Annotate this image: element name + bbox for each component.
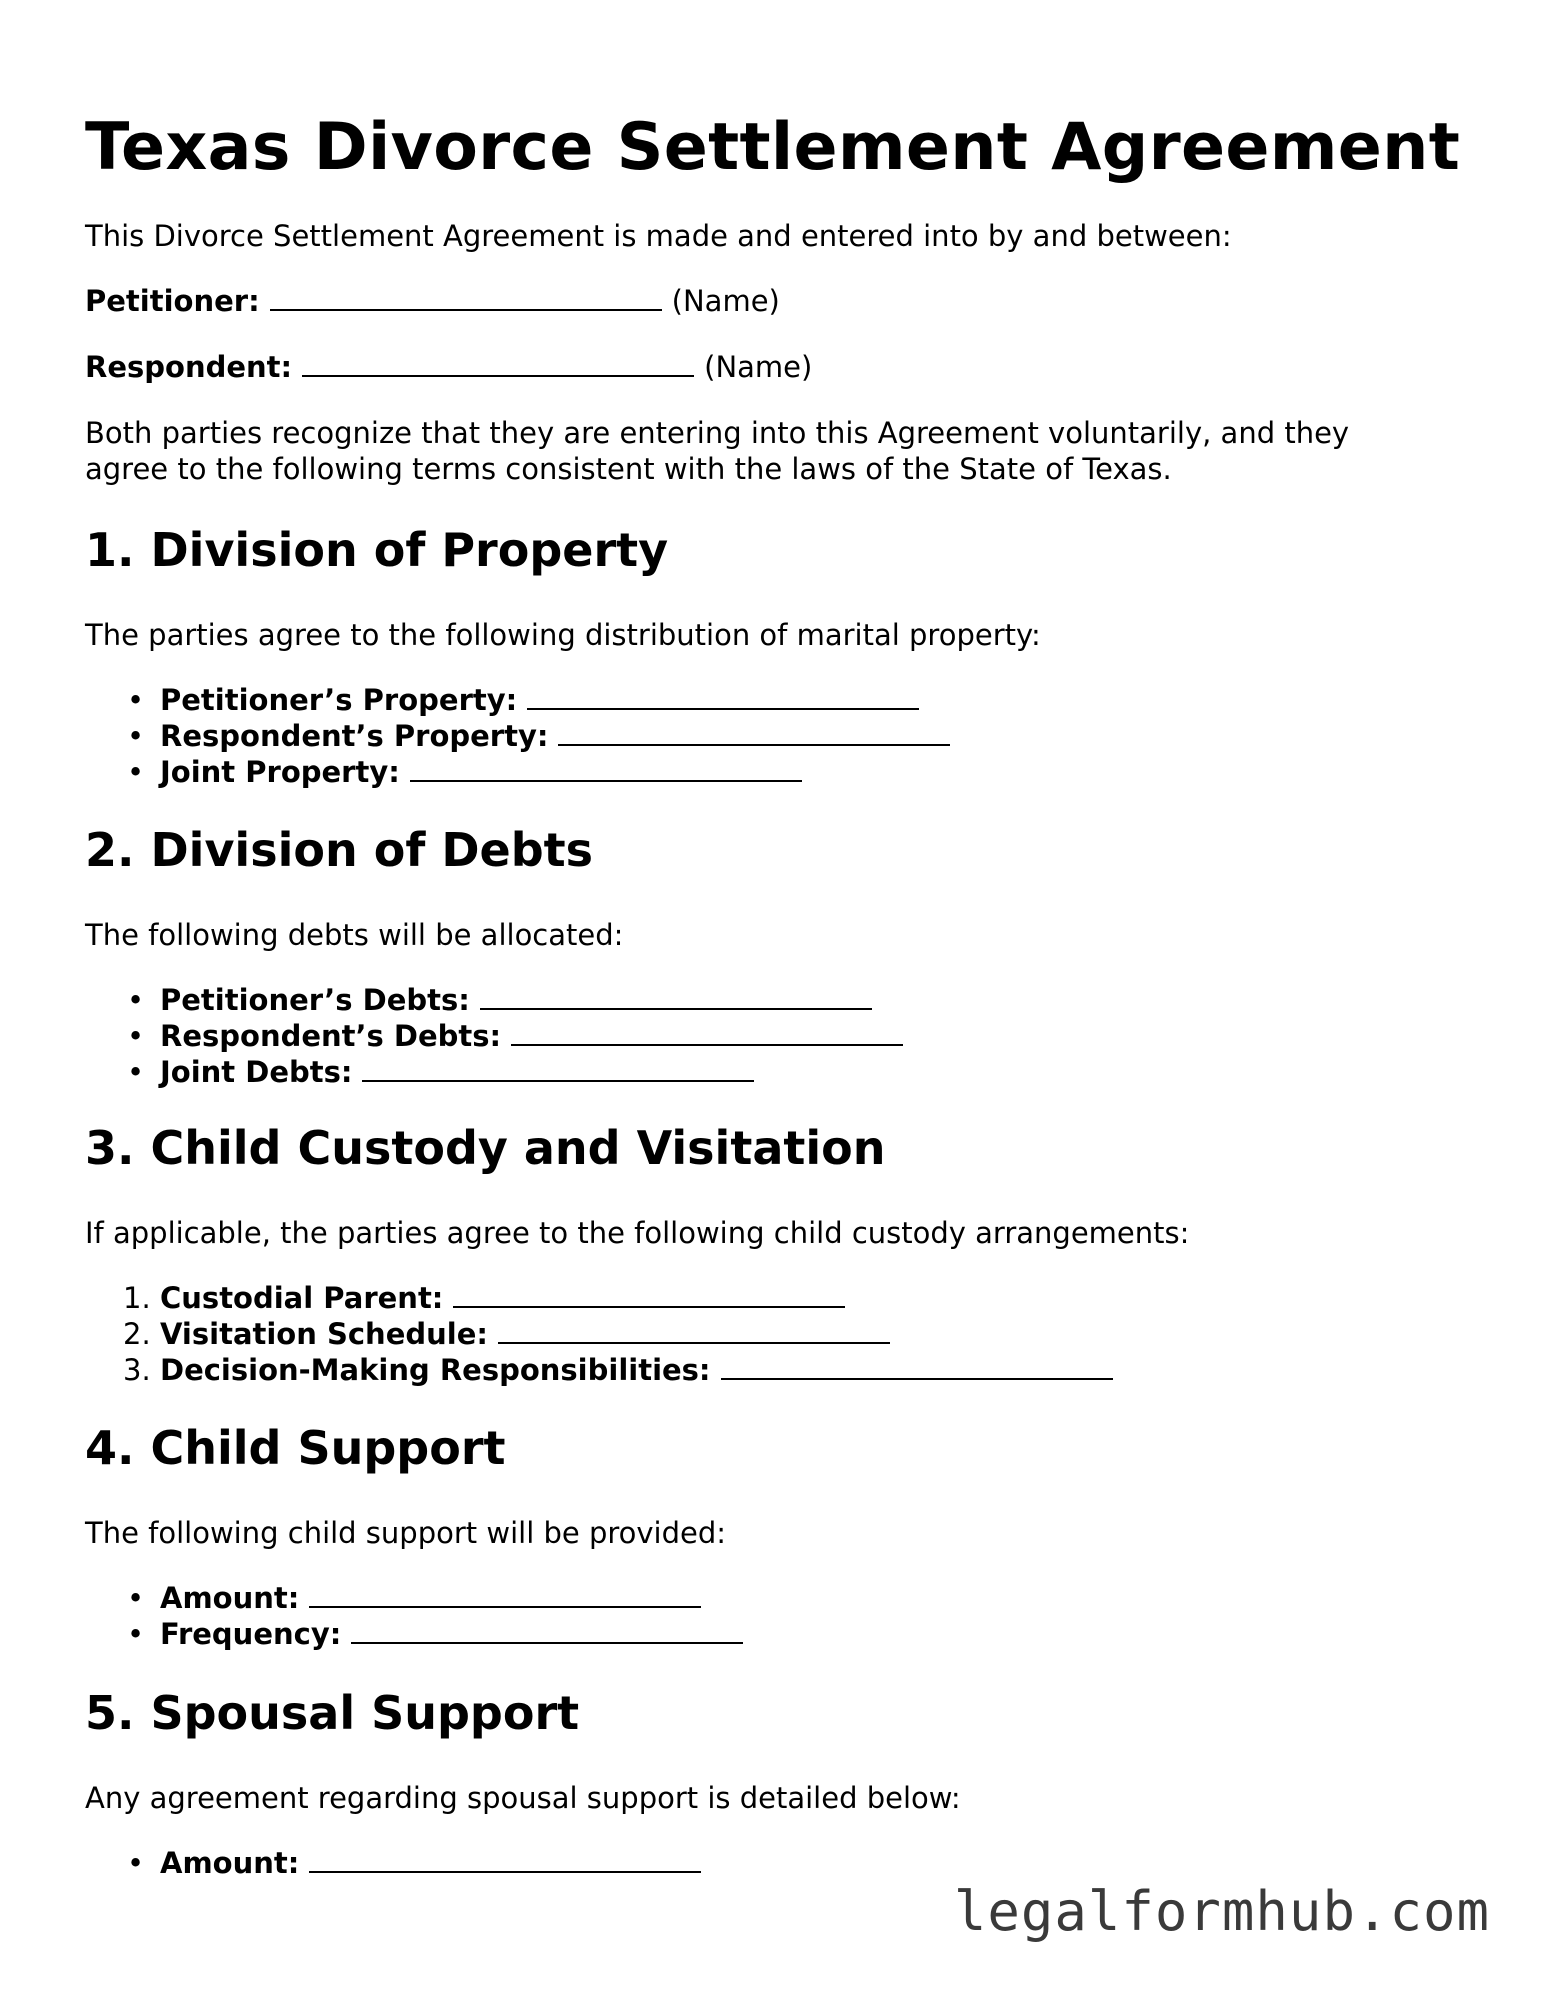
petitioner-debts-blank[interactable] (480, 982, 872, 1010)
petitioner-label: Petitioner: (85, 284, 260, 318)
item-label: Decision-Making Responsibilities: (160, 1353, 711, 1387)
item-label: Amount: (160, 1581, 300, 1615)
petitioner-name-hint: (Name) (671, 284, 780, 318)
child-support-list (85, 1580, 743, 1652)
petitioner-line (85, 283, 780, 319)
bullet-icon: • (127, 1581, 145, 1615)
list-item (85, 1580, 743, 1616)
bullet-icon: • (127, 1055, 145, 1089)
item-label: Visitation Schedule: (160, 1317, 488, 1351)
list-item (85, 1845, 701, 1881)
respondent-line (85, 349, 812, 385)
respondent-label: Respondent: (85, 350, 293, 384)
item-label: Petitioner’s Property: (160, 683, 518, 717)
list-item (85, 718, 950, 754)
recognition-line-1: Both parties recognize that they are entering into this Agreement voluntarily, and they (85, 416, 1350, 450)
visitation-schedule-blank[interactable] (498, 1316, 890, 1344)
petitioner-name-blank[interactable] (270, 283, 662, 311)
list-item (85, 1616, 743, 1652)
child-support-amount-blank[interactable] (309, 1580, 701, 1608)
petitioner-property-blank[interactable] (527, 682, 919, 710)
item-label: Respondent’s Property: (160, 719, 549, 753)
item-number: 3. (123, 1353, 151, 1387)
section-heading-property: 1. Division of Property (85, 523, 669, 577)
list-item (85, 1018, 903, 1054)
list-item (85, 1316, 1113, 1352)
item-label: Custodial Parent: (160, 1281, 444, 1315)
debts-list (85, 982, 903, 1090)
section-heading-child-support: 4. Child Support (85, 1421, 506, 1475)
section-text-custody: If applicable, the parties agree to the following child custody arrangements: (85, 1216, 1190, 1250)
watermark-text: legalformhub.com (953, 1880, 1490, 1943)
section-text-debts: The following debts will be allocated: (85, 918, 624, 952)
section-text-child-support: The following child support will be provided: (85, 1516, 727, 1550)
bullet-icon: • (127, 1846, 145, 1880)
item-label: Frequency: (160, 1617, 342, 1651)
document-title: Texas Divorce Settlement Agreement (85, 110, 1461, 185)
bullet-icon: • (127, 755, 145, 789)
respondent-debts-blank[interactable] (511, 1018, 903, 1046)
property-list (85, 682, 950, 790)
list-item (85, 1352, 1113, 1388)
list-item (85, 982, 903, 1018)
section-heading-custody: 3. Child Custody and Visitation (85, 1121, 886, 1175)
section-heading-debts: 2. Division of Debts (85, 823, 594, 877)
item-label: Joint Property: (160, 755, 400, 789)
section-text-property: The parties agree to the following distribution of marital property: (85, 618, 1041, 652)
item-label: Joint Debts: (160, 1055, 353, 1089)
custodial-parent-blank[interactable] (453, 1280, 845, 1308)
bullet-icon: • (127, 683, 145, 717)
item-number: 2. (123, 1317, 151, 1351)
respondent-property-blank[interactable] (558, 718, 950, 746)
section-text-spousal-support: Any agreement regarding spousal support is detailed below: (85, 1781, 961, 1815)
list-item (85, 1054, 903, 1090)
item-label: Petitioner’s Debts: (160, 983, 470, 1017)
recognition-line-2: agree to the following terms consistent with the laws of the State of Texas. (85, 452, 1172, 486)
item-label: Respondent’s Debts: (160, 1019, 502, 1053)
child-support-frequency-blank[interactable] (351, 1616, 743, 1644)
intro-text: This Divorce Settlement Agreement is made and entered into by and between: (85, 219, 1232, 253)
custody-list (85, 1280, 1113, 1388)
joint-property-blank[interactable] (410, 754, 802, 782)
bullet-icon: • (127, 1617, 145, 1651)
bullet-icon: • (127, 983, 145, 1017)
respondent-name-hint: (Name) (704, 350, 813, 384)
list-item (85, 1280, 1113, 1316)
item-number: 1. (123, 1281, 151, 1315)
section-heading-spousal-support: 5. Spousal Support (85, 1686, 580, 1740)
respondent-name-blank[interactable] (302, 349, 694, 377)
bullet-icon: • (127, 719, 145, 753)
spousal-support-amount-blank[interactable] (309, 1845, 701, 1873)
joint-debts-blank[interactable] (362, 1054, 754, 1082)
list-item (85, 682, 950, 718)
decision-making-blank[interactable] (721, 1352, 1113, 1380)
bullet-icon: • (127, 1019, 145, 1053)
item-label: Amount: (160, 1846, 300, 1880)
spousal-support-list (85, 1845, 701, 1881)
list-item (85, 754, 950, 790)
